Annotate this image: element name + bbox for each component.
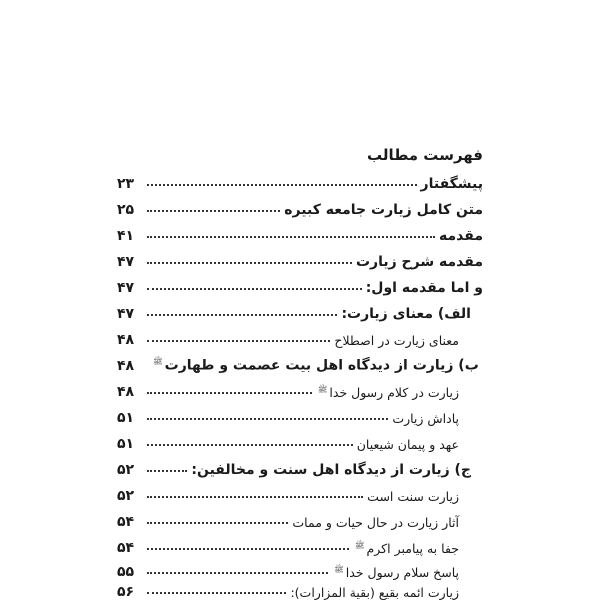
toc-entry	[117, 324, 459, 348]
leader-dots	[147, 522, 288, 524]
toc-entry-label: آثار زیارت در حال حیات و ممات	[292, 515, 459, 530]
toc-entry	[117, 376, 459, 400]
toc-entry	[117, 576, 459, 600]
toc-page-number: ۵۲	[117, 488, 135, 504]
toc-entry	[117, 506, 459, 530]
toc-entry	[117, 298, 471, 322]
toc-page-number: ۵۱	[117, 410, 135, 426]
leader-dots	[147, 392, 312, 394]
toc-page-number: ۴۸	[117, 358, 135, 374]
toc-page-number: ۵۵	[117, 564, 135, 580]
leader-dots	[147, 548, 349, 550]
toc-entry-label: مقدمه شرح زیارت	[355, 254, 483, 270]
toc-entry-label	[353, 540, 459, 556]
toc-entry	[117, 454, 471, 478]
leader-dots	[147, 592, 286, 594]
toc-entry-label: زیارت سنت است	[367, 489, 459, 504]
honorific-seal-icon: ﷺ	[334, 564, 344, 574]
toc-page-number: ۴۷	[117, 254, 135, 270]
toc-entry	[117, 350, 479, 374]
toc-page-number: ۴۱	[117, 228, 135, 244]
toc-entry-label: الف) معنای زیارت:	[341, 306, 471, 322]
toc-entry-label: معنای زیارت در اصطلاح	[334, 333, 459, 348]
toc-page-number: ۲۵	[117, 202, 135, 218]
toc-entry-label	[316, 384, 459, 400]
toc-entry	[117, 532, 459, 556]
leader-dots	[147, 314, 337, 316]
toc-entry	[117, 480, 459, 504]
toc-entry	[117, 428, 459, 452]
toc-entry-text: زیارت در کلام رسول خدا	[329, 385, 459, 400]
toc-entry-label: متن کامل زیارت جامعه کبیره	[284, 202, 483, 218]
toc-page-number: ۵۴	[117, 514, 135, 530]
honorific-seal-icon: ﷺ	[317, 384, 328, 394]
toc-entry-label: عهد و پیمان شیعیان	[356, 437, 459, 452]
toc-entry	[117, 402, 459, 426]
toc-page-number: ۵۲	[117, 462, 135, 478]
leader-dots	[147, 496, 363, 498]
toc-page-number: ۴۷	[117, 280, 135, 296]
honorific-seal-icon: ﷺ	[354, 540, 365, 550]
leader-dots	[147, 418, 388, 420]
leader-dots	[147, 236, 435, 238]
toc-entry-label: پیشگفتار	[420, 176, 483, 192]
toc-page-number: ۴۸	[117, 332, 135, 348]
toc-entry	[117, 220, 483, 244]
leader-dots	[147, 210, 280, 212]
toc-entry	[117, 194, 483, 218]
toc-page-number: ۴۷	[117, 306, 135, 322]
leader-dots	[147, 288, 362, 290]
toc-entry-text: ب) زیارت از دیدگاه اهل بیت عصمت و طهارت	[164, 358, 479, 374]
toc-entry-text: پاسخ سلام رسول خدا	[345, 565, 459, 580]
leader-dots	[147, 470, 187, 472]
leader-dots	[147, 262, 352, 264]
toc-page-number: ۲۳	[117, 176, 135, 192]
toc-entry-label: و اما مقدمه اول:	[365, 280, 483, 296]
toc-entry-label: مقدمه	[439, 228, 483, 244]
toc-entry-label: زیارت ائمه بقیع (بقیة المزارات):	[290, 585, 459, 600]
leader-dots	[147, 184, 417, 186]
toc-entry-text: جفا به پیامبر اکرم	[366, 541, 459, 556]
toc-entry	[117, 168, 483, 192]
leader-dots	[147, 572, 328, 574]
leader-dots	[147, 444, 353, 446]
toc-entry	[117, 246, 483, 270]
toc-page-number: ۵۶	[117, 584, 135, 600]
toc-page-number: ۵۴	[117, 540, 135, 556]
toc-entry-label: پاداش زیارت	[392, 411, 459, 426]
honorific-seal-icon: ﷺ	[153, 357, 163, 367]
toc-title: فهرست مطالب	[367, 146, 483, 164]
toc-entry	[117, 272, 483, 296]
toc-entry-label	[151, 356, 479, 374]
toc-page-number: ۴۸	[117, 384, 135, 400]
toc-page-number: ۵۱	[117, 436, 135, 452]
leader-dots	[147, 340, 330, 342]
toc-entry-label: ج) زیارت از دیدگاه اهل سنت و مخالفین:	[191, 462, 471, 478]
